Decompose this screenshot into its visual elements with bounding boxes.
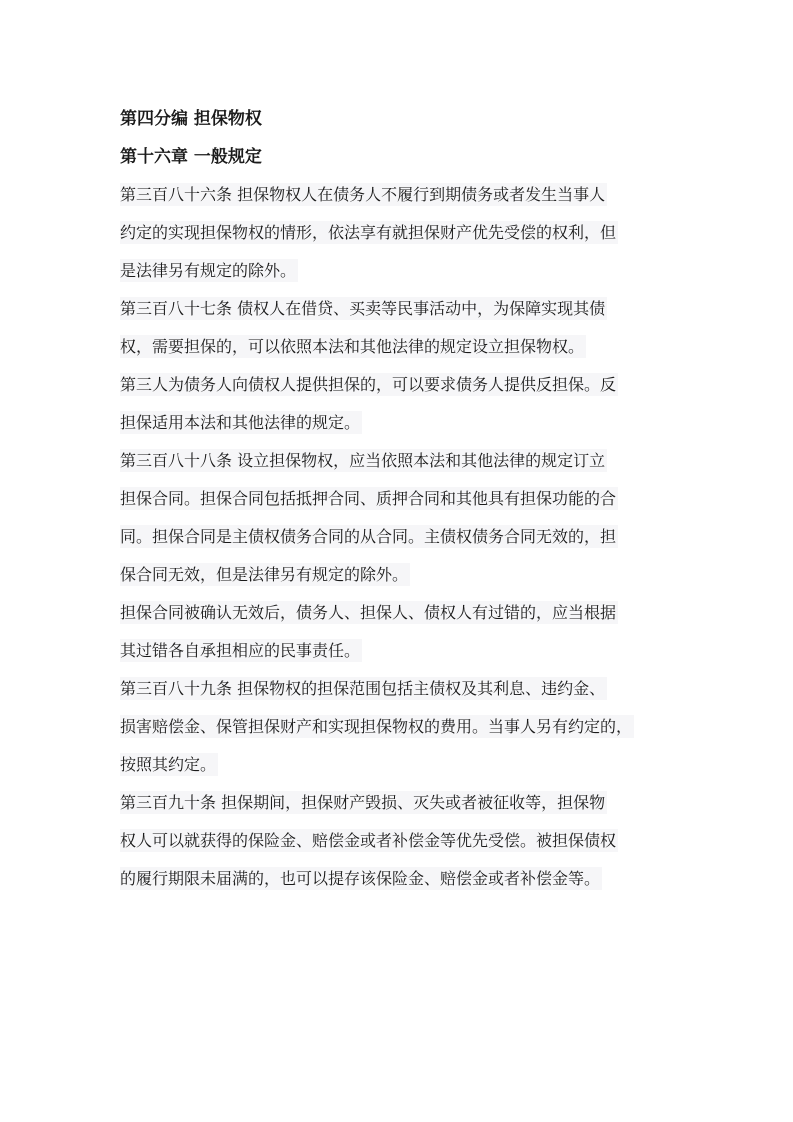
line-text: 第三人为债务人向债权人提供担保的，可以要求债务人提供反担保。反 [120,375,617,394]
line-text: 第三百九十条 担保期间，担保财产毁损、灭失或者被征收等，担保物 [120,793,606,812]
part-title: 第四分编 担保物权 [120,109,262,129]
line-text: 是法律另有规定的除外。 [120,261,297,280]
paragraph-line [120,252,690,290]
article-paragraph [120,176,690,290]
paragraph-line [120,822,690,860]
line-text: 担保合同被确认无效后，债务人、担保人、债权人有过错的，应当根据 [120,603,617,622]
paragraph-line [120,366,690,404]
line-text: 的履行期限未届满的，也可以提存该保险金、赔偿金或者补偿金等。 [120,869,601,888]
article-paragraph [120,784,690,898]
paragraph-line [120,518,690,556]
paragraph-line [120,784,690,822]
paragraph-line [120,480,690,518]
line-text: 担保合同。担保合同包括抵押合同、质押合同和其他具有担保功能的合 [120,489,617,508]
line-text: 权，需要担保的，可以依照本法和其他法律的规定设立担保物权。 [120,337,585,356]
paragraph-line [120,708,690,746]
paragraph-line [120,594,690,632]
paragraph-line [120,404,690,442]
line-text: 担保适用本法和其他法律的规定。 [120,413,361,432]
paragraph-line [120,214,690,252]
article-paragraph [120,594,690,670]
line-text: 第三百八十六条 担保物权人在债务人不履行到期债务或者发生当事人 [120,185,606,204]
line-text: 按照其约定。 [120,755,217,774]
paragraph-line [120,860,690,898]
paragraph-line [120,442,690,480]
line-text: 同。担保合同是主债权债务合同的从合同。主债权债务合同无效的，担 [120,527,617,546]
article-list [120,176,690,898]
article-paragraph [120,670,690,784]
paragraph-line [120,670,690,708]
line-text: 其过错各自承担相应的民事责任。 [120,641,361,660]
line-text: 保合同无效，但是法律另有规定的除外。 [120,565,409,584]
paragraph-line [120,328,690,366]
line-text: 第三百八十七条 债权人在借贷、买卖等民事活动中，为保障实现其债 [120,299,606,318]
line-text: 第三百八十九条 担保物权的担保范围包括主债权及其利息、违约金、 [120,679,606,698]
line-text: 损害赔偿金、保管担保财产和实现担保物权的费用。当事人另有约定的， [120,717,633,736]
article-paragraph [120,442,690,594]
line-text: 第三百八十八条 设立担保物权，应当依照本法和其他法律的规定订立 [120,451,606,470]
chapter-title: 第十六章 一般规定 [120,147,262,167]
document-body [120,100,690,898]
article-paragraph [120,290,690,366]
paragraph-line [120,632,690,670]
paragraph-line [120,746,690,784]
article-paragraph [120,366,690,442]
paragraph-line [120,290,690,328]
line-text: 约定的实现担保物权的情形，依法享有就担保财产优先受偿的权利，但 [120,223,617,242]
line-text: 权人可以就获得的保险金、赔偿金或者补偿金等优先受偿。被担保债权 [120,831,617,850]
paragraph-line [120,176,690,214]
paragraph-line [120,556,690,594]
